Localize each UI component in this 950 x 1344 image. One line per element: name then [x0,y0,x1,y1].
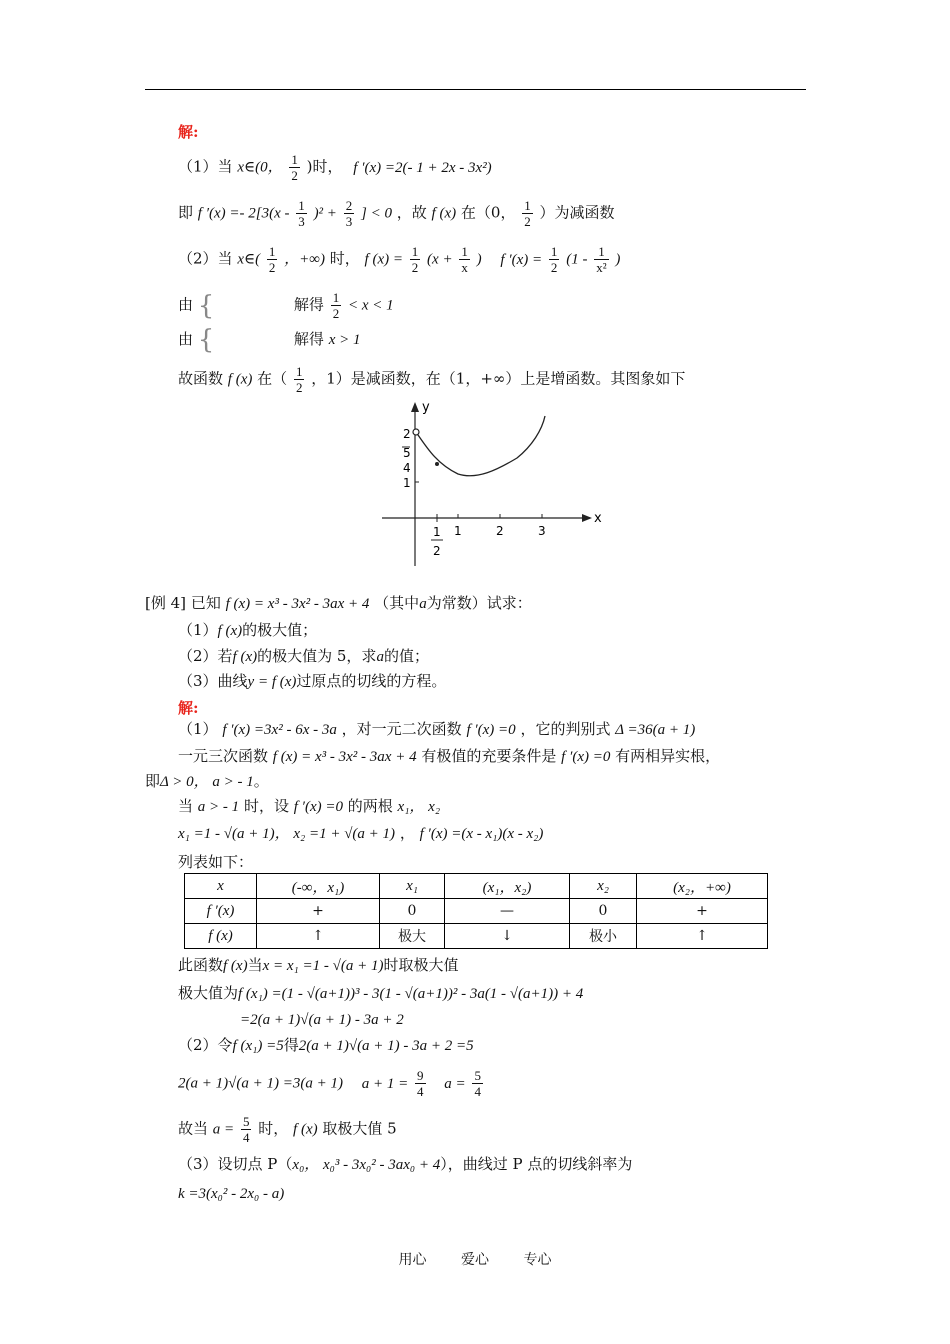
table-cell: (x₁，x₂) [445,874,570,899]
table-cell: + [257,899,380,924]
system-blurred [219,331,289,349]
sol1-line3: （2）当 x∈( $\frac{1}{2}$ ，+∞) 时， f (x) = $\frac{1}{2}$ (x + $\frac{1}{x}$ ) f ′(x) = $\frac{1}{2}$ (1 - $\frac{1}{\text{x²}}$ ) [178,244,621,275]
fraction: $\frac{5}{4}$ [242,1114,250,1145]
fraction: $\frac{1}{x}$ [461,244,468,275]
header-rule [145,89,806,90]
x-axis-label: x [594,511,602,526]
sol1-line4: 由 { 解得 $\frac{1}{2}$ < x < 1 [178,290,394,321]
x-tick-label-3: 3 [538,524,546,538]
sol3-line3: =2(a + 1)√(a + 1) - 3a + 2 [240,1012,404,1028]
table-cell: 极大 [380,924,445,949]
fraction: $\frac{1}{2}$ [291,152,298,183]
sol3-line8: k =3(x₀² - 2x₀ - a) [178,1186,285,1202]
x-half-num: 1 [433,525,441,539]
fraction: $\frac{1}{2}$ [332,290,340,321]
table-cell: x [185,874,257,899]
sol2-line3: 即Δ > 0， a > - 1。 [145,772,269,790]
system-blurred [219,297,289,315]
table-cell: f ′(x) [185,899,257,924]
fraction: $\frac{1}{2}$ [524,198,531,229]
system-brace: { [197,325,215,355]
x-tick-label-2: 2 [496,524,504,538]
sol2-line2: 一元三次函数 f (x) = x³ - 3x² - 3ax + 4 有极值的充要条件是 f ′(x) =0 有两相异实根， [178,747,721,765]
table-cell: (x₂，+∞) [637,874,768,899]
table-cell: x₂ [570,874,637,899]
fraction: $\frac{1}{\text{x²}}$ [596,244,607,275]
table-cell: ↑ [637,924,768,949]
fraction: $\frac{1}{2}$ [550,244,558,275]
sol1-line6: 故函数 f (x) 在（ $\frac{1}{2}$ ，1）是减函数，在（1，+∞）上是增函数。其图象如下 [178,364,686,395]
y-axis-arrow [411,402,419,412]
y-tick-2: 2 [403,427,411,441]
table-cell: (-∞，x₁) [257,874,380,899]
sign-table [184,873,768,949]
function-graph [372,398,612,573]
fraction: $\frac{1}{2}$ [268,244,276,275]
sol3-line6: 故当 a = $\frac{5}{4}$ 时， f (x) 取极大值 5 [178,1114,397,1145]
sol1-line5: 由 { 解得 x > 1 [178,325,361,355]
sol3-line7: （3）设切点 P（x₀， x₀³ - 3x₀² - 3ax₀ + 4），曲线过 P 点的切线斜率为 [178,1155,633,1173]
table-cell: 0 [570,899,637,924]
example4-q1: （1）f (x)的极大值； [178,621,318,639]
fraction: $\frac{2}{3}$ [345,198,353,229]
table-cell: + [637,899,768,924]
example4-q3: （3）曲线y = f (x)过原点的切线的方程。 [178,672,447,690]
table-row [185,924,768,949]
x-axis-arrow [582,514,592,522]
sol3-line2: 极大值为f (x₁) =(1 - √(a+1))³ - 3(1 - √(a+1))² - 3a(1 - √(a+1)) + 4 [178,984,584,1002]
closed-point [435,462,439,466]
table-cell: 0 [380,899,445,924]
curve [416,416,545,476]
example4-intro: [例 4] 已知 f (x) = x³ - 3x² - 3ax + 4 （其中a为常数）试求： [145,594,532,612]
y-tick-4: 4 [403,461,411,475]
y-tick-5: 5 [403,446,411,460]
table-cell: x₁ [380,874,445,899]
table-row [185,874,768,899]
sol1-line2: 即 f ′(x) =- 2[3(x - $\frac{1}{3}$ )² + $\frac{2}{3}$ ] < 0 ，故 f (x) 在（0， $\frac{1}{2}$ ）为减函数 [178,198,615,229]
solution2-title: 解: [178,699,199,717]
table-cell: 极小 [570,924,637,949]
table-row [185,899,768,924]
table-cell: ↑ [257,924,380,949]
sol1-line1: （1）当 x∈(0， $\frac{1}{2}$ )时， f ′(x) =2(- 1 + 2x - 3x²) [178,152,492,183]
fraction: $\frac{1}{2}$ [411,244,419,275]
fraction: $\frac{1}{3}$ [298,198,305,229]
table-cell: f (x) [185,924,257,949]
system-brace: { [197,290,215,321]
open-point [413,429,419,435]
x-tick-label-1: 1 [454,524,462,538]
sol3-line1: 此函数f (x)当x = x₁ =1 - √(a + 1)时取极大值 [178,956,459,974]
sol2-line5: x₁ =1 - √(a + 1)， x₂ =1 + √(a + 1) ， f ′(x) =(x - x₁)(x - x₂) [178,824,544,842]
fraction: $\frac{1}{2}$ [295,364,303,395]
example4-q2: （2）若f (x)的极大值为 5，求a的值； [178,647,429,665]
fraction: $\frac{9}{4}$ [417,1068,424,1099]
y-axis-label: y [422,400,430,415]
page-footer: 用心 爱心 专心 [398,1252,552,1268]
sol3-line4: （2）令f (x₁) =5得2(a + 1)√(a + 1) - 3a + 2 =5 [178,1036,474,1054]
table-cell: ↓ [445,924,570,949]
sol2-line6: 列表如下： [178,853,254,871]
y-tick-1: 1 [403,476,411,490]
sol2-line1: （1） f ′(x) =3x² - 6x - 3a ，对一元二次函数 f ′(x) =0 ，它的判别式 Δ =36(a + 1) [178,720,696,738]
fraction: $\frac{5}{4}$ [474,1068,481,1099]
x-half-den: 2 [433,544,441,558]
solution-title: 解: [178,123,199,141]
sol3-line5: 2(a + 1)√(a + 1) =3(a + 1) a + 1 = $\frac{9}{4}$ a = $\frac{5}{4}$ [178,1068,481,1099]
table-cell: — [445,899,570,924]
sol2-line4: 当 a > - 1 时，设 f ′(x) =0 的两根 x₁， x₂ [178,797,441,815]
